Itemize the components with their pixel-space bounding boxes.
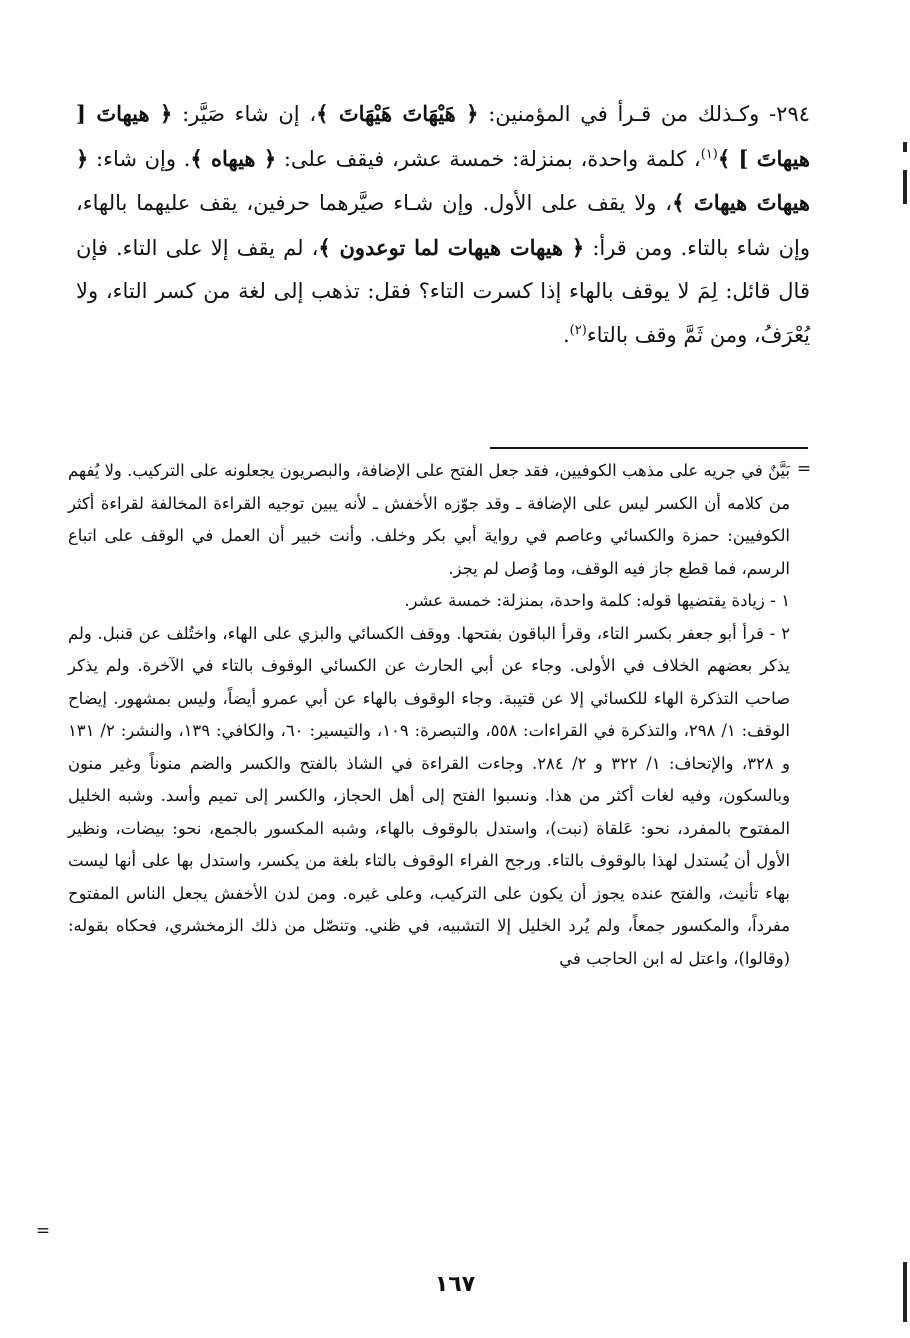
- quran-quote: ﴿ هيهاتَ هيهاتَ ﴾: [76, 145, 810, 215]
- text-run: ، إن شاء صَيَّر:: [172, 102, 317, 126]
- footnote-text: زيادة يقتضيها قوله: كلمة واحدة، بمنزلة: خمسة عشر.: [404, 591, 765, 610]
- text-run: .: [562, 322, 570, 347]
- quran-quote: ﴿ هيهاتَ [ هيهاتَ ] ﴾: [76, 101, 810, 171]
- quran-quote: ﴿ هيهاه ﴾: [190, 145, 277, 171]
- footnote-number: ٢ -: [763, 623, 790, 643]
- quran-quote: ﴿ هيهات هيهات لما توعدون ﴾: [318, 234, 585, 260]
- continuation-mark-top: =: [796, 459, 812, 479]
- continuation-mark-bottom: =: [35, 1221, 51, 1241]
- footnotes: [68, 455, 790, 975]
- main-paragraph: [76, 92, 810, 357]
- text-run: ٢٩٤- وكـذلك من قـرأ في المؤمنين:: [478, 102, 811, 126]
- footnote-continued: بَيَّنٌ في جريه على مذهب الكوفيين، فقد جعل الفتح على الإضافة، والبصريون يجعلونه على التركيب. ولا يُفهم من كلامه أن الكسر ليس على الإضافة ـ وقد جوّزه الأخفش ـ لأنه يبين توجيه القراءة المخالفة لقراءة أكثر الكوفيين: حمزة والكسائي وعاصم في رواية أبي بكر وخلف. وأنت خبير أن العمل في الوقف على اتباع الرسم، فما قطع جاز فيه الوقف، وما وُصل لم يجز.: [68, 461, 790, 578]
- footnote-ref: (١): [700, 146, 718, 162]
- page-edge-mark: [903, 170, 907, 204]
- footnote-text: قرأ أبو جعفر بكسر التاء، وقرأ الباقون بفتحها. ووقف الكسائي والبزي على الهاء، واختُلف عن قنبل. ولم يذكر بعضهم الخلاف في الأولى. وجاء عن أبي الحارث عن الكسائي الوقوف بالتاء في الآخرة. ولم يذكر صاحب التذكرة الهاء للكسائي إلا عن قتيبة. وجاء الوقوف بالهاء عن أبي عمرو أيضاً، وليس بمشهور. إيضاح الوقف: ١/ ٢٩٨، والتذكرة في القراءات: ٥٥٨، والتبصرة: ١٠٩، والتيسير: ٦٠، والكافي: ١٣٩، والنشر: ٢/ ١٣١ و ٣٢٨، والإتحاف: ١/ ٣٢٢ و ٢/ ٢٨٤. وجاءت القراءة في الشاذ بالفتح والكسر والضم منوناً وغير منون وبالسكون، وفيه لغات أكثر من هذا. ونسبوا الفتح إلى أهل الحجاز، والكسر إلى تميم وأسد. وشبه الخليل المفتوح بالمفرد، نحو: عَلقاة (نبت)، واستدل بالوقوف بالهاء، وشبه المكسور بالجمع، نحو: بيضات، ونظير الأول أن يُستدل لهذا بالوقوف بالتاء. ورجح الفراء الوقوف بالتاء بلغة من يكسر، واستدل بها على أنها ليست بهاء تأنيث، والفتح عنده يجوز أن يكون على التركيب، وعلى غيره. ومن لدن الأخفش يجعل الناس المفتوح مفرداً، والمكسور جمعاً، ولم يُرد الخليل إلا التشبيه، في ظني. وتنصّل من ذلك الزمخشري، فحكاه بقوله: (وقالوا)، واعتل له ابن الحاجب في: [68, 623, 790, 968]
- text-run: ، ولا يقف على الأول. وإن شـاء صيَّرهما حرفين، يقف عليهما بالهاء، وإن شاء بالتاء. ومن قرأ:: [76, 191, 810, 260]
- page-edge-mark: [903, 1262, 907, 1322]
- text-run: ، كلمة واحدة، بمنزلة: خمسة عشر، فيقف على:: [276, 146, 701, 171]
- page-number: ١٦٧: [434, 1272, 476, 1297]
- page-edge-mark: [903, 142, 907, 152]
- text-run: ، لم يقف إلا على التاء. فإن قال قائل: لِمَ لا يوقف بالهاء إذا كسرت التاء؟ فقل: تذهب إلى لغة من كسر التاء، ولا يُعْرَفُ، ومن ثَمَّ وقف بالتاء: [76, 235, 810, 347]
- footnote-ref: (٢): [569, 322, 587, 338]
- footnote-number: ١ -: [764, 591, 790, 610]
- quran-quote: ﴿ هَيْهَاتَ هَيْهَاتَ ﴾: [316, 101, 479, 126]
- footnote-1: [68, 585, 790, 618]
- footnote-2: [68, 618, 790, 976]
- text-run: . وإن شاء:: [88, 146, 191, 171]
- main-text: [76, 92, 810, 357]
- footnote-separator: [490, 447, 808, 449]
